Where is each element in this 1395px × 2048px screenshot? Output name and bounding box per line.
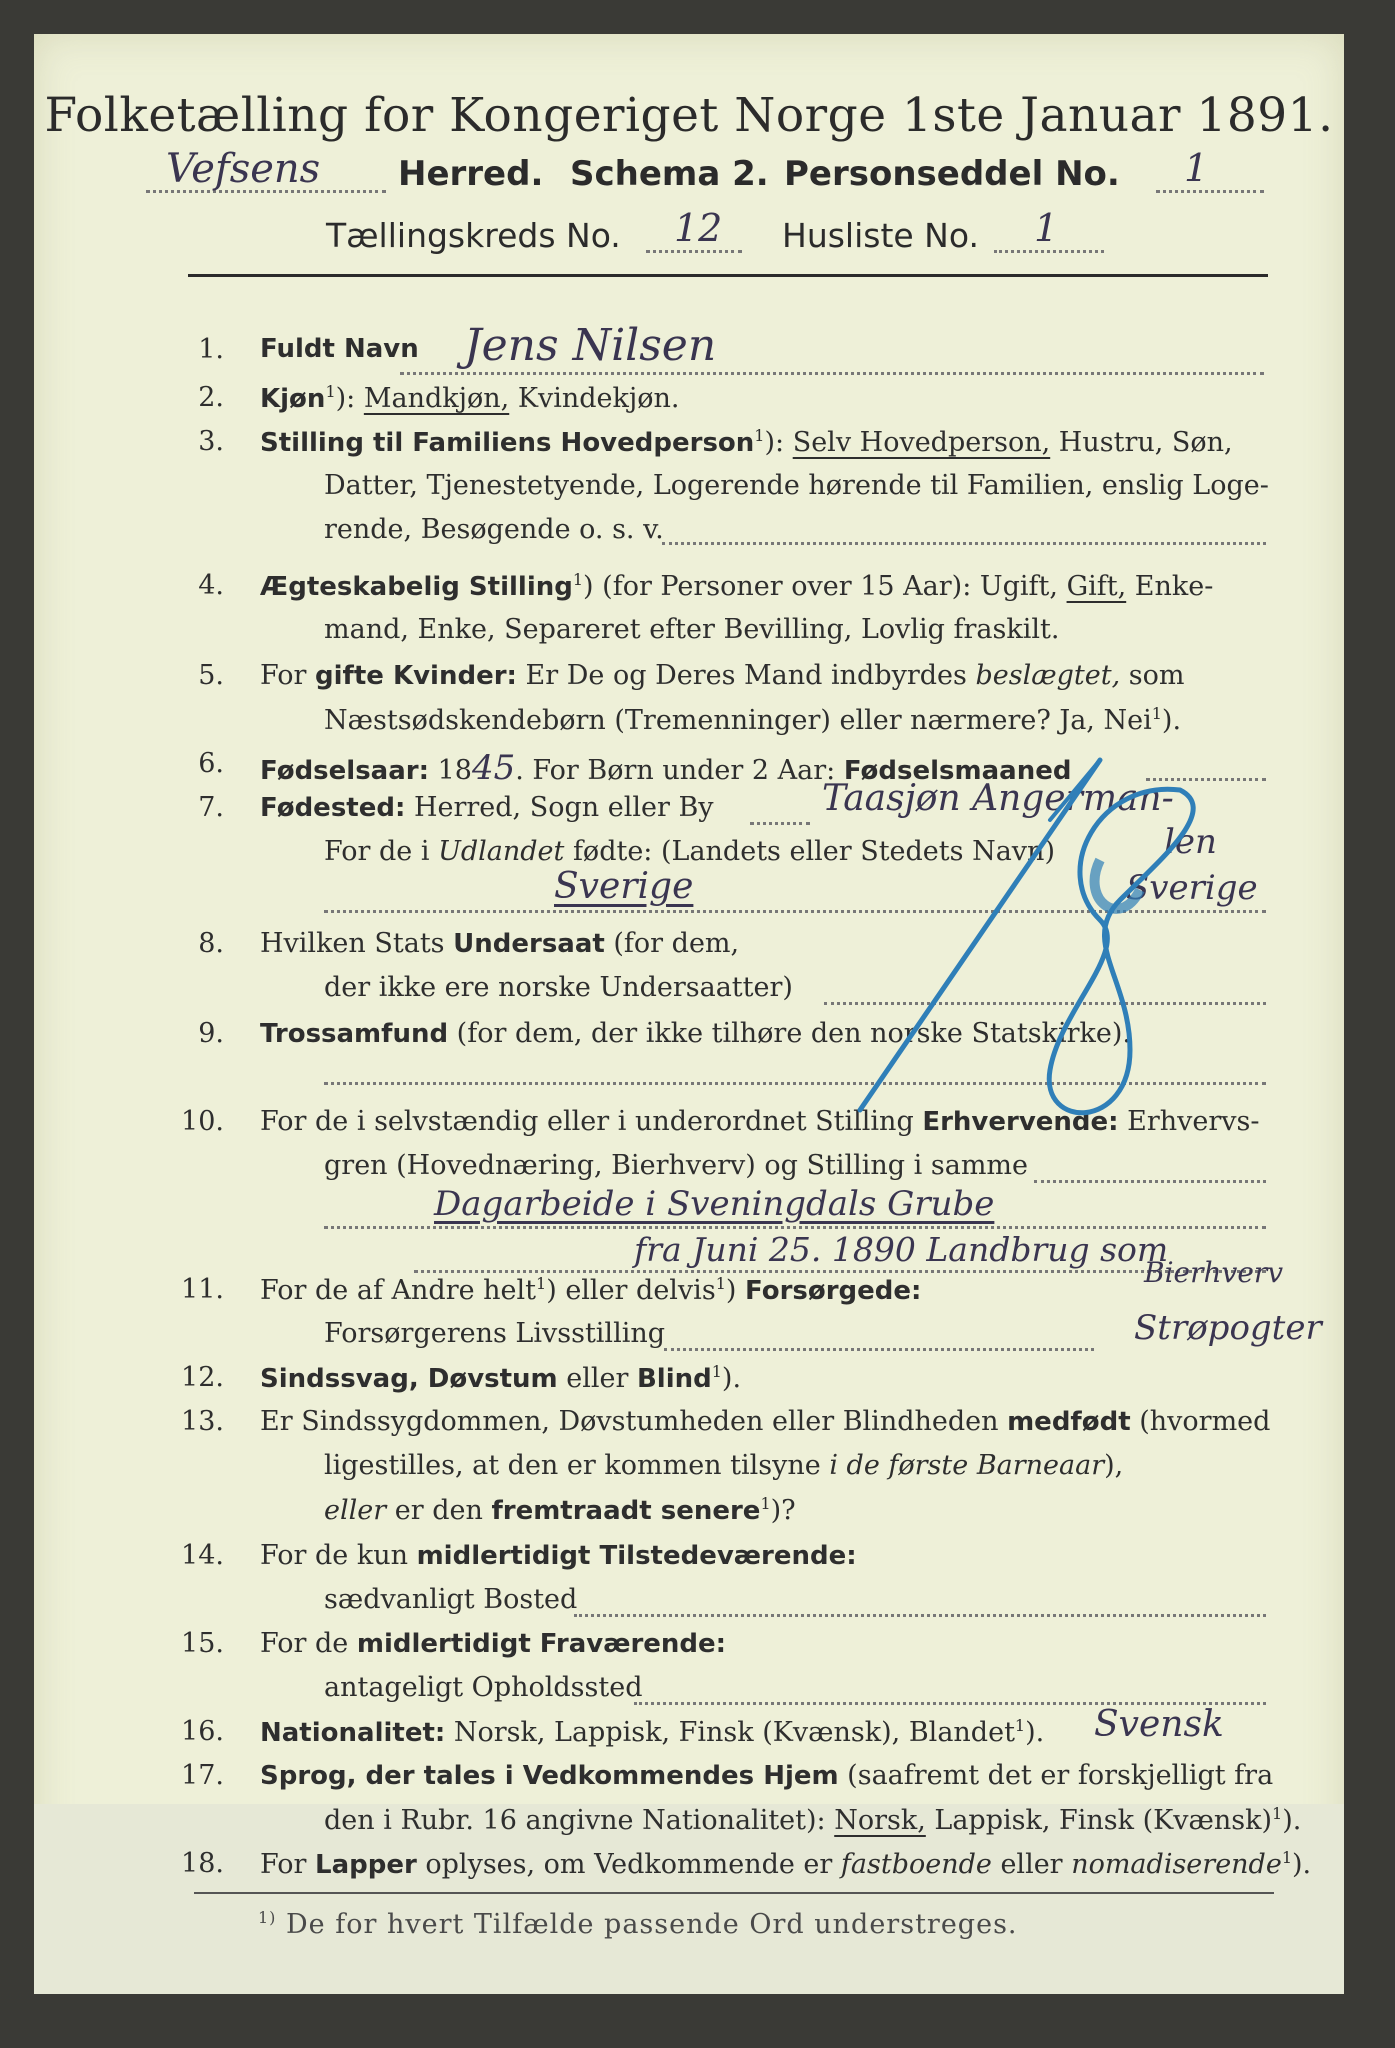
question-number: 5. [198,660,224,691]
question-text: Nationalitet: Norsk, Lappisk, Finsk (Kvænsk), Blandet$^1$). [260,1716,1045,1748]
question-text-part: Er Sindssygdommen, Døvstumheden eller Blindheden [260,1406,1008,1437]
footnote-ref: 1 [711,1362,722,1381]
question-text-part: ) eller delvis [546,1275,716,1306]
personseddel-value: 1 [1184,146,1209,190]
option: Hustru, Søn, [1050,427,1233,458]
question-text-part: ), [1104,1450,1124,1481]
birthplace-value-cont: len [1164,822,1217,862]
question-text-italic: i de første Barneaar [829,1450,1105,1481]
footnote-mark: 1) [258,1908,277,1927]
question-text-part: den i Rubr. 16 angivne Nationalitet): [324,1805,835,1836]
question-text [260,382,680,414]
question-number: 7. [198,792,224,823]
question-text-part: er den [386,1495,492,1526]
question-text-italic: nomadiserende [1071,1849,1282,1880]
dotted-line [994,250,1104,253]
question-number: 6. [198,748,224,779]
dotted-line [414,1270,1266,1273]
question-text-part: eller [991,1849,1072,1880]
question-number: 17. [181,1760,224,1791]
question-text-part: For de i selvstændig eller i underordnet Stilling [260,1106,923,1137]
husliste-label: Husliste No. [782,216,979,255]
question-text-part: For de [260,1628,357,1659]
option: Kvindekjøn. [509,383,680,414]
question-text-italic: Udlandet [438,836,565,867]
question-text-part: (for dem, [604,928,740,959]
footnote-ref: 1 [325,382,336,401]
footnote-ref: 1 [1014,1716,1026,1735]
question-label: fremtraadt senere [491,1496,761,1526]
footnote-ref: 1 [536,1274,547,1293]
question-text-italic: beslægtet, [975,660,1121,691]
question-text-part: (hvormed [1130,1406,1271,1437]
question-text [260,1760,1273,1791]
question-label: Trossamfund [260,1019,449,1049]
question-text-part: )? [770,1495,796,1526]
occupation-value-cont: fra Juni 25. 1890 Landbrug som [634,1230,1169,1269]
name-value: Jens Nilsen [464,320,717,371]
question-text-part: . For Børn under 2 Aar: [515,755,844,786]
question-text-line: der ikke ere norske Undersaatter) [324,972,793,1003]
question-text-part: For de af Andre helt [260,1275,537,1306]
question-label: Fuldt Navn [260,334,419,364]
annotation-stroke-2 [1049,789,1193,1113]
husliste-value: 1 [1034,206,1059,250]
question-label: medfødt [1007,1407,1131,1437]
blue-pencil-annotation [800,750,1360,1170]
question-text-part: Er De og Deres Mand indbyrdes [516,660,976,691]
kreds-value: 12 [674,206,723,250]
annotation-stroke-1 [860,760,1100,1110]
question-label: Undersaat [453,929,605,959]
question-number: 2. [198,382,224,413]
footnote-ref: 1 [715,1274,726,1293]
question-number: 15. [181,1628,224,1659]
question-number: 4. [198,570,224,601]
dotted-line [574,1614,1266,1617]
question-text [260,928,739,959]
question-text [260,1628,726,1659]
footnote-ref: 1 [1281,1848,1293,1867]
birth-year-value: 45 [471,748,516,788]
question-label: midlertidigt Tilstedeværende: [416,1541,857,1571]
footnote [258,1908,1018,1940]
question-label: Forsørgede: [745,1276,922,1306]
question-label: midlertidigt Fraværende: [356,1629,727,1659]
question-number: 3. [198,426,224,457]
question-text-part: Erhvervs- [1118,1106,1260,1137]
header-rule [188,274,1268,277]
question-text-line: Næstsødskendebørn (Tremenninger) eller nærmere? Ja, Nei$^1$). [324,704,1182,736]
question-text-line [324,1450,1123,1481]
question-text: For Lapper oplyses, om Vedkommende er fastboende eller nomadiserende$^1$). [260,1848,1312,1880]
question-text-line: antageligt Opholdssted [324,1672,643,1703]
question-label: Stilling til Familiens Hovedperson [260,428,755,458]
question-text-line: gren (Hovednæring, Bierhverv) og Stilling i samme [324,1150,1029,1181]
footnote-ref: 1 [754,426,765,445]
question-text-part: ligestilles, at den er kommen tilsyne [324,1450,830,1481]
question-label: Sprog, der tales i Vedkommendes Hjem [260,1761,839,1791]
personseddel-label: Personseddel No. [784,154,1120,194]
question-text-part: som [1120,660,1185,691]
question-number: 1. [198,334,224,365]
dotted-line [646,250,742,253]
question-label: Lapper [315,1850,417,1880]
question-label: Fødested: [260,793,406,823]
question-label: Blind [636,1364,712,1394]
herred-label: Herred. [398,154,544,194]
dotted-line [1156,190,1264,193]
question-text-part: Herred, Sogn eller By [405,792,714,823]
dotted-line [664,1348,1094,1351]
birthplace-value: Taasjøn Angerman- [822,778,1174,819]
question-number: 8. [198,928,224,959]
question-text-part: ) (for Personer over 15 Aar): Ugift, [583,571,1067,602]
question-number: 18. [181,1848,224,1879]
footnote-rule [194,1892,1274,1894]
schema-label: Schema 2. [570,154,769,194]
dotted-line [324,1226,1266,1229]
question-text-part: ): [335,383,364,414]
question-text-part: For [260,1849,316,1880]
question-number: 12. [181,1362,224,1393]
question-label: Fødselsaar: [260,756,429,786]
question-text-part: For de i [324,836,439,867]
question-text-part: ): [764,427,793,458]
question-text-part: Hvilken Stats [260,928,454,959]
question-text-line: mand, Enke, Separeret efter Bevilling, Lovlig fraskilt. [324,614,1060,645]
question-text-part: Næstsødskendebørn (Tremenninger) eller nærmere? Ja, Nei [324,705,1152,736]
question-text-line: rende, Besøgende o. s. v. [324,514,664,545]
footnote-ref: 1 [760,1494,771,1513]
question-text [260,570,1213,602]
option-underlined: Gift, [1066,571,1127,602]
form-title: Folketælling for Kongeriget Norge 1ste Januar 1891. [44,88,1334,143]
nationality-value: Svensk [1094,1704,1224,1745]
question-number: 11. [181,1274,224,1305]
footnote-ref: 1 [572,570,584,589]
question-number: 9. [198,1018,224,1049]
question-label: Kjøn [260,384,326,414]
question-text-part: Norsk, Lappisk, Finsk (Kvænsk), Blandet [445,1717,1015,1748]
question-label: Erhvervende: [922,1107,1119,1137]
annotation-stroke-1b [1050,760,1100,820]
question-text-italic: fastboende [840,1849,992,1880]
question-label: Fødselsmaaned [843,756,1072,786]
question-text-line: den i Rubr. 16 angivne Nationalitet): Norsk, Lappisk, Finsk (Kvænsk)$^1$). [324,1804,1302,1836]
question-text-part: oplyses, om Vedkommende er [416,1849,841,1880]
question-text-line: Datter, Tjenestetyende, Logerende hørende til Familien, enslig Loge- [324,470,1269,501]
question-text [260,1406,1270,1437]
question-text-part: 18 [429,755,472,786]
question-text: Sindssvag, Døvstum eller Blind$^1$). [260,1362,742,1394]
question-text-line [324,1494,796,1526]
kreds-label: Tællingskreds No. [326,216,621,255]
option-underlined: Norsk, [834,1805,926,1836]
question-label: Ægteskabelig Stilling [260,572,573,602]
foreign-country-value: Sverige [554,866,694,907]
question-text-part: fødte: (Landets eller Stedets Navn) [564,836,1055,867]
question-text-part: For [260,660,316,691]
question-text-part: eller [557,1363,637,1394]
question-text-part: Lappisk, Finsk (Kvænsk) [925,1805,1273,1836]
question-text-part: For de kun [260,1540,417,1571]
question-text [260,660,1184,691]
question-text: For de af Andre helt$^1$) eller delvis$^1$) Forsørgede: [260,1274,922,1306]
option: Enke- [1126,571,1214,602]
question-label: gifte Kvinder: [315,661,517,691]
question-text [260,792,714,823]
supporter-occupation-value: Strøpogter [1134,1308,1322,1348]
question-text [260,426,1233,458]
occupation-value: Dagarbeide i Sveningdals Grube [434,1184,995,1224]
question-text-italic: eller [324,1495,387,1526]
question-number: 13. [181,1406,224,1437]
footnote-ref: 1 [1272,1804,1283,1823]
herred-value: Vefsens [166,146,321,192]
question-number: 14. [181,1540,224,1571]
question-text-part: (for dem, der ikke tilhøre den norske Statskirke). [448,1018,1131,1049]
foreign-country-note: Sverige [1126,868,1258,908]
question-text [260,1540,857,1571]
question-label: Nationalitet: [260,1718,446,1748]
option-underlined: Selv Hovedperson, [792,427,1051,458]
option-underlined: Mandkjøn, [363,383,510,414]
question-text-line: sædvanligt Bosted [324,1584,578,1615]
support-note: Bierhverv [1144,1256,1284,1289]
question-number: 10. [181,1106,224,1137]
footnote-text: De for hvert Tilfælde passende Ord understreges. [286,1909,1018,1940]
dotted-line [662,542,1266,545]
dotted-line [400,372,1264,375]
question-text-part: (saafremt det er forskjelligt fra [838,1760,1274,1791]
dotted-line [1034,1180,1266,1183]
question-label: Sindssvag, Døvstum [260,1364,558,1394]
question-number: 16. [181,1716,224,1747]
footnote-ref: 1 [1151,704,1162,723]
question-text-line: Forsørgerens Livsstilling [324,1318,666,1349]
